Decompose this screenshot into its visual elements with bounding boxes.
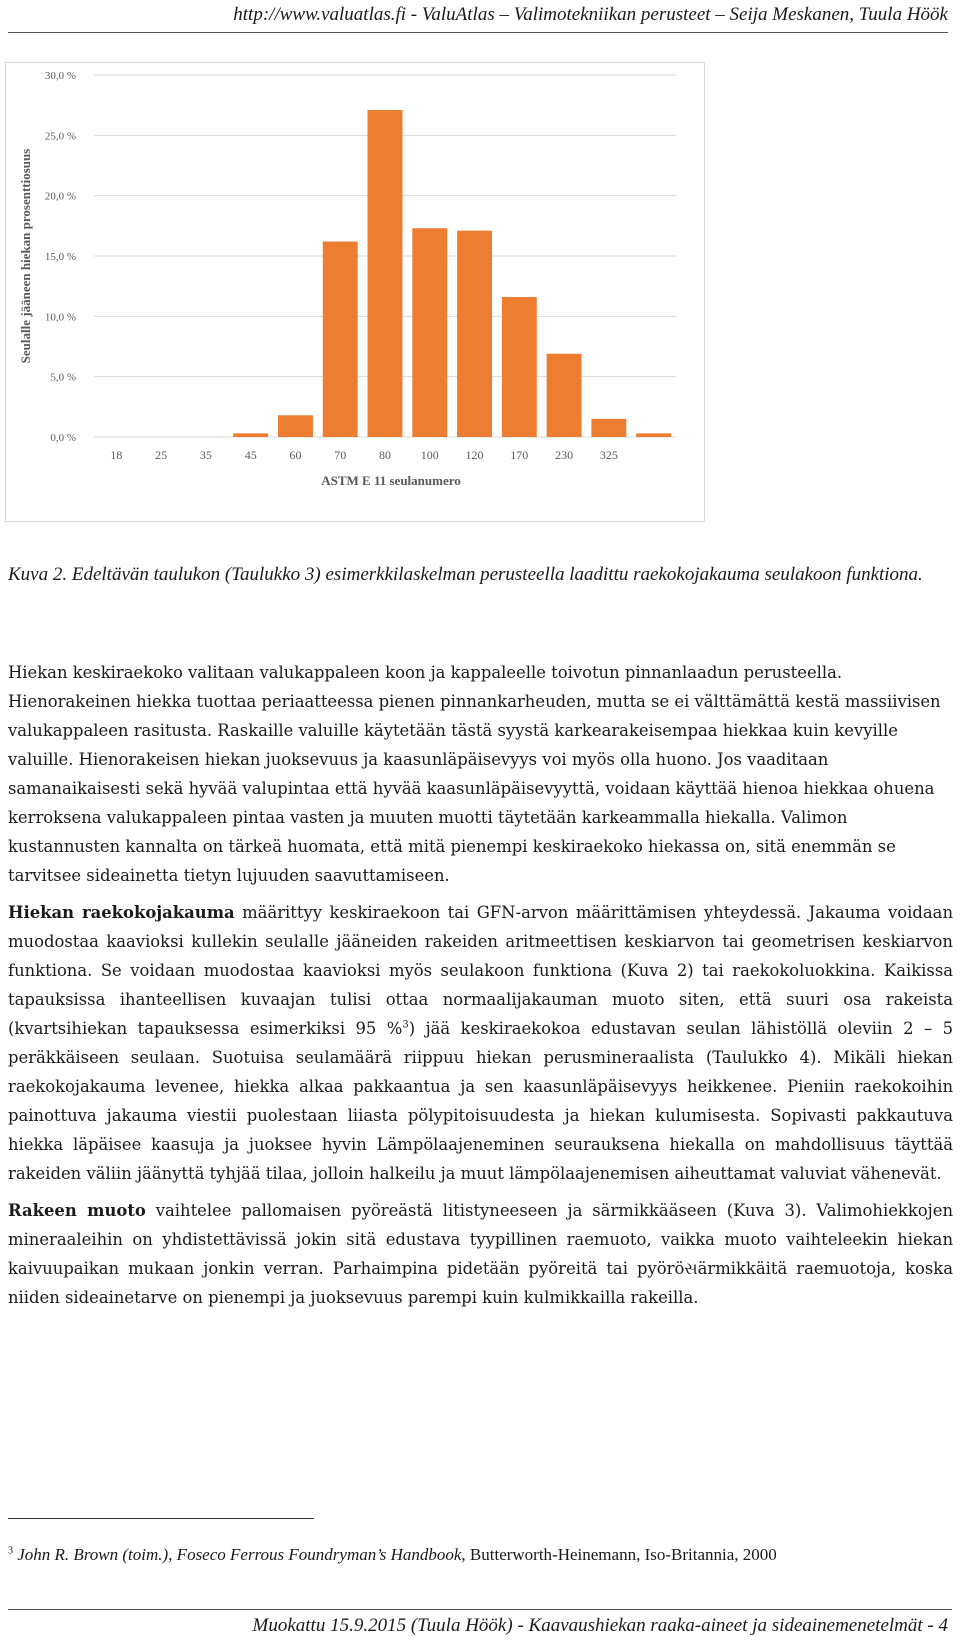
x-tick-label: 120: [465, 448, 484, 462]
bar: [547, 354, 582, 437]
footnote-title: John R. Brown (toim.), Foseco Ferrous Foundryman’s Handbook: [13, 1545, 462, 1564]
y-tick-label: 20,0 %: [44, 190, 76, 203]
x-tick-label: 325: [599, 448, 618, 462]
x-tick-label: 25: [155, 448, 168, 462]
paragraph-3-text: vaihtelee pallomaisen pyöreästä litistyneeseen ja särmikkääseen (Kuva 3). Valimohiekkojen mineraaleihin on yhdistettävissä jokin sitä edustava tyypillinen raemuoto, vaikka muoto vaihteleekin hiekan kaivuupaikan mukaan jonkin verran. Parhaimpina pidetään pyöreitä tai pyöröસärmikkäitä raemuotoja, koska niiden sideainetarve on pienempi ja juoksevuus parempi kuin kulmikkailla rakeilla.: [8, 1201, 953, 1307]
y-tick-label: 30,0 %: [44, 70, 76, 82]
y-tick-label: 15,0 %: [44, 251, 76, 263]
bar-chart: [5, 62, 705, 522]
bar: [591, 419, 626, 437]
x-tick-label: 18: [110, 448, 123, 462]
bar: [457, 231, 492, 437]
x-tick-label: 100: [420, 448, 439, 462]
x-axis-label: ASTM E 11 seulanumero: [321, 473, 461, 488]
footer-rule: [8, 1609, 952, 1610]
x-tick-label: 35: [199, 448, 212, 462]
bar: [502, 297, 537, 437]
bar: [636, 433, 671, 437]
paragraph-2-text-b: ) jää keskiraekokoa edustavan seulan lähistöllä oleviin 2 – 5 peräkkäiseen seulaan. Suotuisa seulamäärä riippuu hiekan perusmineraalista (Taulukko 4). Mikäli hiekan raekokojakauma levenee, hiekka alkaa pakkaantua ja sen kaasunläpäisevyys heikkenee. Pieniin raekokoihin painottuva jakauma viestii puolestaan liiasta pölypitoisuudesta ja hiekan kulumisesta. Sopivasti pakkautuva hiekka läpäisee kaasuja ja juoksee hyvin Lämpölaajeneminen seurauksena hiekalla on mahdollisuus täyttää rakeiden väliin jäänyttä tyhjää tilaa, jolloin halkeilu ja muut lämpölaajenemisen aiheuttamat valuviat vähenevät.: [8, 1019, 954, 1183]
footnote-number: 3: [8, 1545, 13, 1557]
page-header: http://www.valuatlas.fi - ValuAtlas – Valimotekniikan perusteet – Seija Meskanen, Tuula Höök: [233, 4, 948, 25]
y-tick-label: 10,0 %: [44, 311, 76, 324]
header-rule: [8, 32, 948, 33]
footnote-publisher: , Butterworth-Heinemann, Iso-Britannia, 2000: [461, 1545, 777, 1564]
y-tick-label: 25,0 %: [44, 130, 76, 143]
x-tick-label: 170: [510, 448, 529, 462]
footnote-rule: [8, 1518, 314, 1519]
bar: [278, 415, 313, 437]
x-tick-label: 45: [244, 448, 257, 462]
x-tick-label: 70: [334, 448, 347, 462]
bar: [368, 110, 403, 437]
body-text: [8, 658, 953, 1320]
paragraph-3: [8, 1196, 953, 1312]
y-tick-label: 5,0 %: [50, 371, 76, 384]
paragraph-2-term: Hiekan raekokojakauma: [8, 903, 235, 922]
figure-caption: Kuva 2. Edeltävän taulukon (Taulukko 3) esimerkkilaskelman perusteella laadittu raekokojakauma seulakoon funktiona.: [8, 564, 923, 585]
x-tick-label: 80: [379, 448, 391, 462]
x-tick-label: 60: [289, 448, 302, 462]
bar: [233, 433, 268, 437]
x-tick-label: 230: [555, 448, 574, 462]
y-tick-label: 0,0 %: [50, 432, 76, 444]
bar: [323, 242, 358, 437]
paragraph-3-term: Rakeen muoto: [8, 1201, 146, 1220]
y-axis-label: Seulalle jääneen hiekan prosenttiosuus: [18, 148, 33, 364]
footnote: [8, 1545, 953, 1565]
paragraph-1: Hiekan keskiraekoko valitaan valukappaleen koon ja kappaleelle toivotun pinnanlaadun perusteella. Hienorakeinen hiekka tuottaa periaatteessa pienen pinnankarheuden, mutta se ei välttämättä kestä massiivisen valukappaleen rasitusta. Raskaille valuille käytetään tästä syystä karkearakeisempaa hiekkaa kuin kevyille valuille. Hienorakeisen hiekan juoksevuus ja kaasunläpäisevyys voi myös olla huono. Jos vaaditaan samanaikaisesti sekä hyvää valupintaa että hyvää kaasunläpäisevyyttä, voidaan käyttää hienoa hiekkaa ohuena kerroksena valukappaleen pintaa vasten ja muuten muotti täytetään karkeammalla hiekalla. Valimon kustannusten kannalta on tärkeä huomata, että mitä pienempi keskiraekoko hiekassa on, sitä enemmän se tarvitsee sideainetta tietyn lujuuden saavuttamiseen.: [8, 663, 941, 885]
paragraph-2: [8, 898, 953, 1188]
page-footer: Muokattu 15.9.2015 (Tuula Höök) - Kaavaushiekan raaka-aineet ja sideainemenetelmät - 4: [252, 1615, 948, 1636]
chart-svg: [6, 63, 704, 521]
bar: [412, 228, 447, 437]
footnote-ref: 3: [402, 1019, 409, 1031]
paragraph-2-text-a: määrittyy keskiraekoon tai GFN-arvon määrittämisen yhteydessä. Jakauma voidaan muodostaa kaavioksi kullekin seulalle jääneiden rakeiden aritmeettisen keskiarvon tai geometrisen keskiarvon funktiona. Se voidaan muodostaa kaavioksi myös seulakoon funktiona (Kuva 2) tai raekokoluokkina. Kaikissa tapauksissa ihanteellisen kuvaajan tulisi ottaa normaalijakauman muoto siten, että suuri osa rakeista (kvartsihiekan tapauksessa esimerkiksi 95 %: [8, 903, 953, 1038]
